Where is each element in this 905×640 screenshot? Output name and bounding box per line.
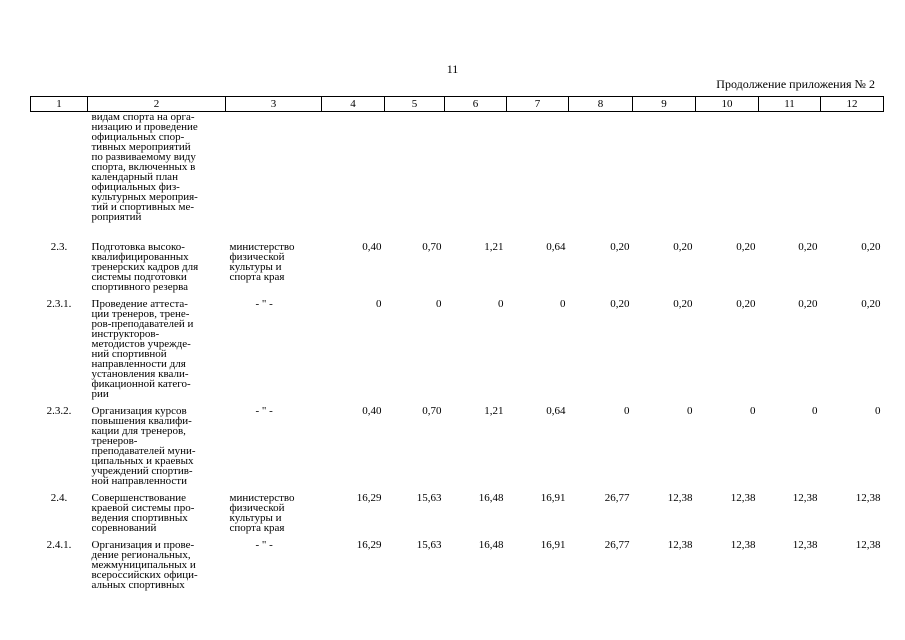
item-code (31, 112, 88, 223)
value-cell: 0,20 (798, 241, 818, 253)
value-cell: 12,38 (855, 539, 881, 551)
value-cell (445, 112, 507, 223)
value-cell: 0 (560, 298, 566, 310)
value-cell: 0 (687, 405, 693, 417)
value-cell: 1,21 (484, 405, 504, 417)
value-cell: 0,70 (422, 241, 442, 253)
value-cell: 12,38 (855, 492, 881, 504)
value-cell: 16,29 (356, 492, 382, 504)
item-name: Проведение аттеста- ции тренеров, трене- ров-преподавателей и инструкторов- методистов учрежде- ний спортивной направленности для установления квали- фикационной катего- рии (91, 298, 194, 400)
value-cell (569, 112, 633, 223)
appendix-table (30, 96, 884, 590)
value-cell: 16,29 (356, 539, 382, 551)
item-code: 2.3. (50, 241, 68, 253)
item-code: 2.3.1. (46, 298, 72, 310)
table-row (31, 112, 884, 223)
column-header: 3 (226, 97, 322, 112)
value-cell: 0,20 (673, 298, 693, 310)
value-cell: 0,40 (362, 405, 382, 417)
value-cell: 12,38 (730, 539, 756, 551)
table-row (31, 222, 884, 292)
value-cell: 1,21 (484, 241, 504, 253)
item-name: Подготовка высоко- квалифицированных тренерских кадров для системы подготовки спортивного резерва (91, 241, 199, 293)
executor: - " - (255, 298, 273, 310)
value-cell: 0,20 (736, 298, 756, 310)
value-cell: 0,70 (422, 405, 442, 417)
value-cell: 0 (436, 298, 442, 310)
value-cell: 0,20 (798, 298, 818, 310)
value-cell: 0 (875, 405, 881, 417)
value-cell (821, 112, 884, 223)
value-cell: 0,20 (610, 241, 630, 253)
value-cell: 15,63 (416, 492, 442, 504)
value-cell: 0,40 (362, 241, 382, 253)
value-cell: 12,38 (667, 539, 693, 551)
value-cell: 0,20 (610, 298, 630, 310)
value-cell: 15,63 (416, 539, 442, 551)
item-name: Совершенствование краевой системы про- ведения спортивных соревнований (91, 492, 195, 534)
value-cell (759, 112, 821, 223)
column-header: 9 (633, 97, 696, 112)
value-cell: 0 (376, 298, 382, 310)
header-row (31, 97, 884, 112)
value-cell (322, 112, 385, 223)
value-cell: 0,20 (736, 241, 756, 253)
column-header: 12 (821, 97, 884, 112)
value-cell: 0,20 (673, 241, 693, 253)
column-header: 6 (445, 97, 507, 112)
executor: министерство физической культуры и спорта края (229, 492, 295, 534)
value-cell: 0,20 (861, 298, 881, 310)
value-cell: 0,64 (546, 405, 566, 417)
continuation-label: Продолжение приложения № 2 (716, 77, 875, 91)
value-cell: 0 (812, 405, 818, 417)
value-cell: 0,20 (861, 241, 881, 253)
value-cell (385, 112, 445, 223)
value-cell (507, 112, 569, 223)
value-cell: 0 (750, 405, 756, 417)
value-cell: 12,38 (667, 492, 693, 504)
column-header: 5 (385, 97, 445, 112)
value-cell (696, 112, 759, 223)
column-header: 4 (322, 97, 385, 112)
value-cell: 26,77 (604, 539, 630, 551)
column-header: 11 (759, 97, 821, 112)
item-name: Организация и прове- дение региональных, межмуниципальных и всероссийских офици- альных спортивных (91, 539, 198, 591)
value-cell: 16,48 (478, 539, 504, 551)
value-cell: 16,48 (478, 492, 504, 504)
table-row (31, 533, 884, 590)
column-header: 7 (507, 97, 569, 112)
column-header: 1 (31, 97, 88, 112)
value-cell: 0,64 (546, 241, 566, 253)
value-cell: 16,91 (540, 539, 566, 551)
value-cell: 0 (624, 405, 630, 417)
executor: - " - (255, 405, 273, 417)
item-name: видам спорта на орга- низацию и проведение официальных спор- тивных мероприятий по развиваемому виду спорта, включенных в календарный план официальных физ- культурных мероприя- тий и спортивных ме- роприятий (91, 111, 198, 223)
column-header: 10 (696, 97, 759, 112)
executor: министерство физической культуры и спорта края (229, 241, 295, 283)
value-cell: 26,77 (604, 492, 630, 504)
value-cell: 12,38 (730, 492, 756, 504)
value-cell: 16,91 (540, 492, 566, 504)
value-cell (633, 112, 696, 223)
executor: - " - (255, 539, 273, 551)
column-header: 8 (569, 97, 633, 112)
value-cell: 0 (498, 298, 504, 310)
value-cell: 12,38 (792, 492, 818, 504)
executor (226, 112, 322, 223)
item-name: Организация курсов повышения квалифи- кации для тренеров, тренеров- преподавателей муни- ципальных и краевых учреждений спортив- ной направленности (91, 405, 196, 487)
table-row (31, 399, 884, 486)
item-code: 2.4. (50, 492, 68, 504)
table-row (31, 486, 884, 533)
item-code: 2.4.1. (46, 539, 72, 551)
item-code: 2.3.2. (46, 405, 72, 417)
table-row (31, 292, 884, 399)
page-number: 11 (446, 62, 459, 76)
value-cell: 12,38 (792, 539, 818, 551)
column-header: 2 (88, 97, 226, 112)
